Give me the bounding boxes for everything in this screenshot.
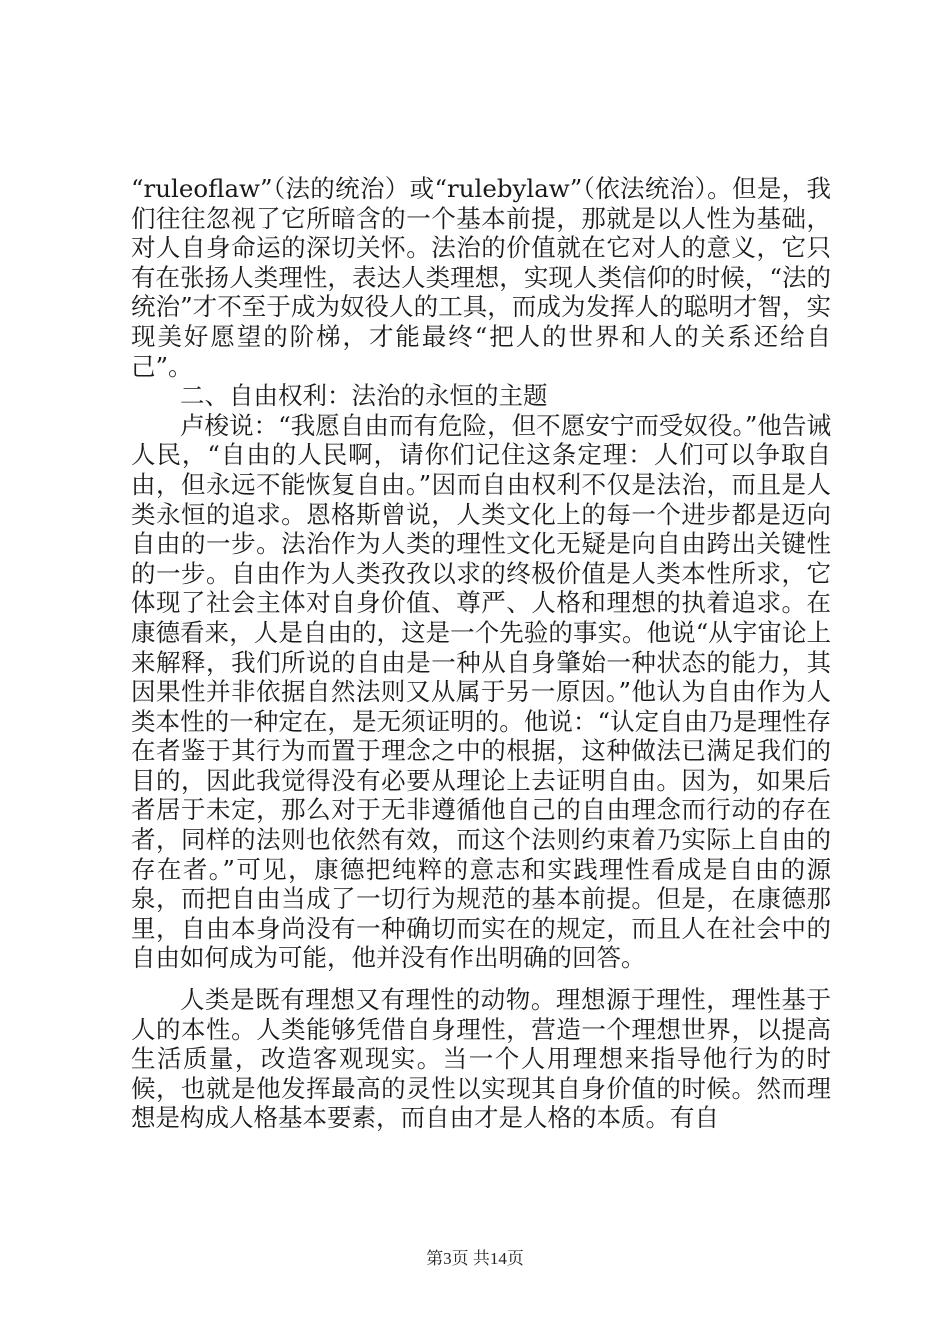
paragraph-ideal-and-reason: 人类是既有理想又有理性的动物。理想源于理性，理性基于人的本性。人类能够凭借自身理性，营造一个理想世界，以提高生活质量，改造客观现实。当一个人用理想来指导他行为的时候，也就是他发挥最高的灵性以实现其自身价值的时候。然而理想是构成人格基本要素，而自由才是人格的本质。有自 xyxy=(131,985,831,1133)
page-number-footer: 第3页 共14页 xyxy=(426,1249,524,1268)
section-heading: 二、自由权利：法治的永恒的主题 xyxy=(180,381,548,411)
document-body xyxy=(131,174,831,1133)
paragraph-rousseau-kant: 卢梭说：“我愿自由而有危险，但不愿安宁而受奴役。”他告诫人民，“自由的人民啊，请你们记住这条定理：人们可以争取自由，但永远不能恢复自由。”因而自由权利不仅是法治，而且是人类永恒的追求。恩格斯曾说，人类文化上的每一个进步都是迈向自由的一步。法治作为人类的理性文化无疑是向自由跨出关键性的一步。自由作为人类孜孜以求的终极价值是人类本性所求，它体现了社会主体对自身价值、尊严、人格和理想的执着追求。在康德看来，人是自由的，这是一个先验的事实。他说“从宇宙论上来解释，我们所说的自由是一种从自身肇始一种状态的能力，其因果性并非依据自然法则又从属于另一原因。”他认为自由作为人类本性的一种定在，是无须证明的。他说：“认定自由乃是理性存在者鉴于其行为而置于理念之中的根据，这种做法已满足我们的目的，因此我觉得没有必要从理论上去证明自由。因为，如果后者居于未定，那么对于无非遵循他自己的自由理念而行动的存在者，同样的法则也依然有效，而这个法则约束着乃实际上自由的存在者。”可见，康德把纯粹的意志和实践理性看成是自由的源泉，而把自由当成了一切行为规范的基本前提。但是，在康德那里，自由本身尚没有一种确切而实在的规定，而且人在社会中的自由如何成为可能，他并没有作出明确的回答。 xyxy=(131,410,831,973)
paragraph-rule-of-law: “ruleoflaw”（法的统治）或“rulebylaw”（依法统治）。但是，我们往往忽视了它所暗含的一个基本前提，那就是以人性为基础，对人自身命运的深切关怀。法治的价值就在它对人的意义，它只有在张扬人类理性，表达人类理想，实现人类信仰的时候，“法的统治”才不至于成为奴役人的工具，而成为发挥人的聪明才智，实现美好愿望的阶梯，才能最终“把人的世界和人的关系还给自己”。 xyxy=(131,174,831,381)
